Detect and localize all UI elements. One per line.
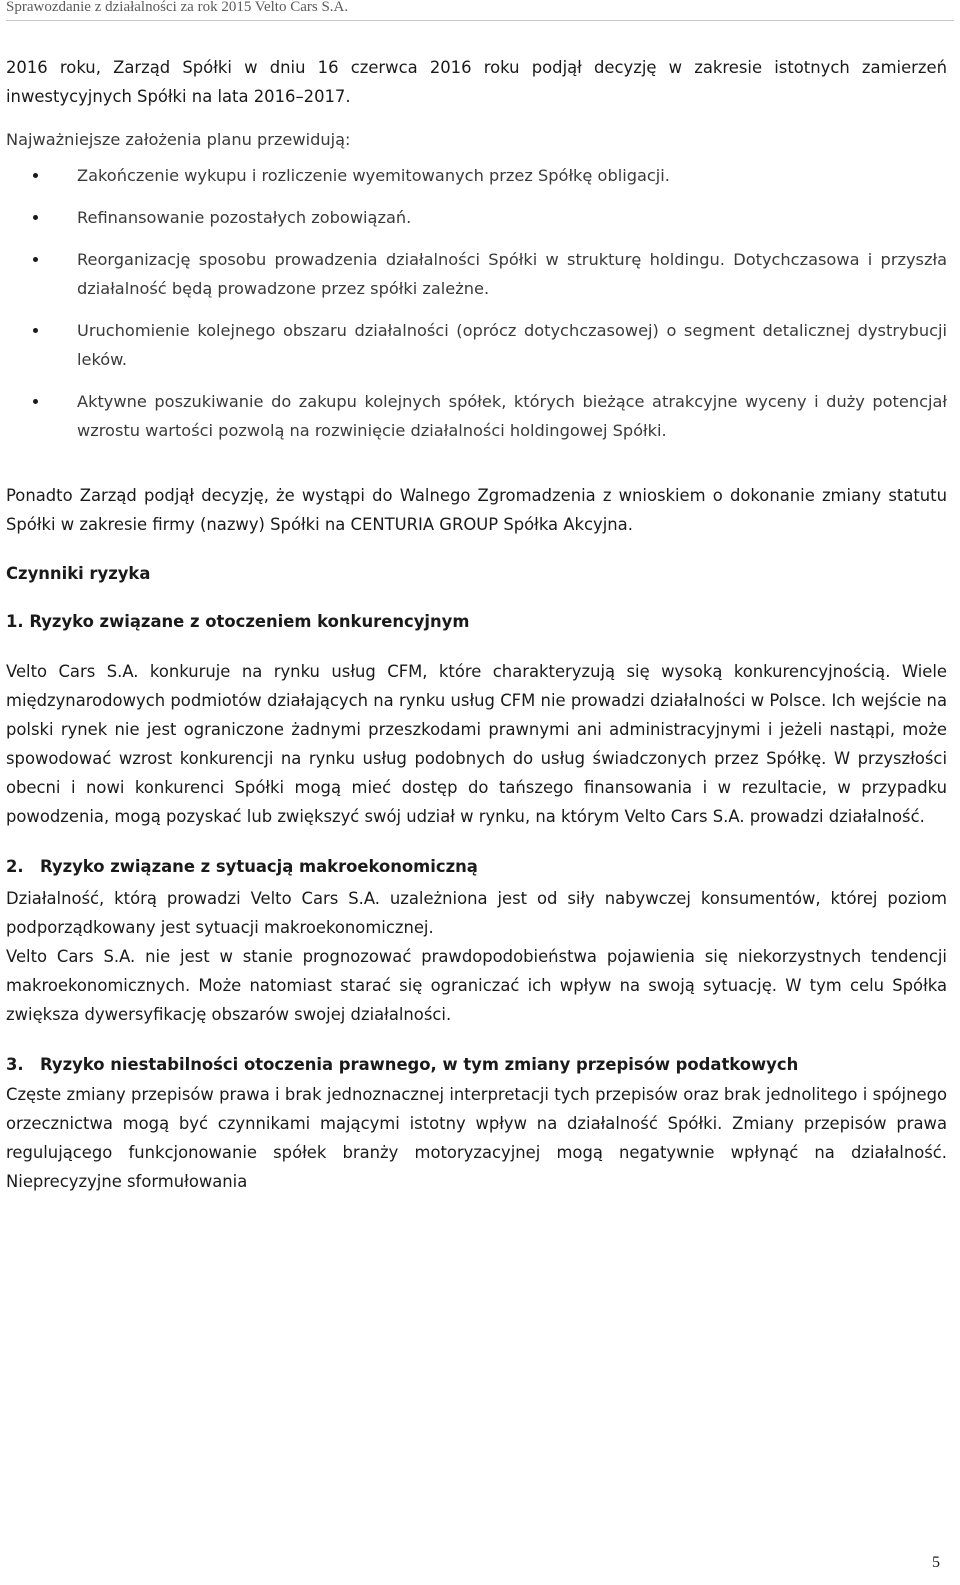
risk3-number: 3. [6, 1055, 24, 1074]
risk1-text: Velto Cars S.A. konkuruje na rynku usług CFM, które charakteryzują się wysoką konkurencyjnością. Wiele międzynarodowych podmiotów działających na rynku usług CFM nie prowadzi działalności w Polsce. Ich wejście na polski rynek nie jest ograniczone żadnymi przeszkodami prawnymi ani administracyjnymi i jeżeli nastąpi, może spowodować wzrost konkurencji na rynku usług podobnych do usług świadczonych przez Spółkę. W przyszłości obecni i nowi konkurenci Spółki mogą mieć dostęp do tańszego finansowania i w rezultacie, w przypadku powodzenia, mogą pozyskać lub zwiększyć swój udział w rynku, na którym Velto Cars S.A. prowadzi działalność. [6, 662, 947, 826]
risk2-text-2: Velto Cars S.A. nie jest w stanie prognozować prawdopodobieństwa pojawienia się niekorzystnych tendencji makroekonomicznych. Może natomiast starać się ograniczać ich wpływ na swoją sytuację. W tym celu Spółka zwiększa dywersyfikację obszarów swojej działalności. [6, 947, 947, 1024]
header-title: Sprawozdanie z działalności za rok 2015 Velto Cars S.A. [6, 0, 349, 15]
risk2-number: 2. [6, 857, 24, 876]
list-item: Aktywne poszukiwanie do zakupu kolejnych spółek, których bieżące atrakcyjne wyceny i duży potencjał wzrostu wartości pozwolą na rozwinięcie działalności holdingowej Spółki. [6, 387, 947, 445]
plan-list [6, 161, 947, 445]
page-number: 5 [932, 1554, 940, 1571]
bullet-icon [33, 328, 38, 333]
bullet-icon [33, 399, 38, 404]
plan-intro: Najważniejsze założenia planu przewidują: [6, 130, 351, 149]
risk3-text: Częste zmiany przepisów prawa i brak jednoznacznej interpretacji tych przepisów oraz brak jednolitego i spójnego orzecznictwa mogą być czynnikami mającymi istotny wpływ na działalność Spółki. Zmiany przepisów prawa regulującego funkcjonowanie spółek branży motoryzacyjnej mogą negatywnie wpłynąć na działalność. Nieprecyzyjne sformułowania [6, 1085, 947, 1191]
bullet-icon [33, 257, 38, 262]
page-header [6, 0, 954, 21]
risk1-heading: 1. Ryzyko związane z otoczeniem konkurencyjnym [6, 612, 470, 631]
risk3-title: Ryzyko niestabilności otoczenia prawnego, w tym zmiany przepisów podatkowych [40, 1055, 799, 1074]
risk3-heading [6, 1050, 947, 1079]
risk2-heading [6, 852, 947, 881]
risk2-text-1: Działalność, którą prowadzi Velto Cars S.A. uzależniona jest od siły nabywczej konsumentów, której poziom podporządkowany jest sytuacji makroekonomicznej. [6, 889, 947, 937]
decision-paragraph: Ponadto Zarząd podjął decyzję, że wystąpi do Walnego Zgromadzenia z wnioskiem o dokonanie zmiany statutu Spółki w zakresie firmy (nazwy) Spółki na CENTURIA GROUP Spółka Akcyjna. [6, 486, 947, 534]
risk2-title: Ryzyko związane z sytuacją makroekonomiczną [40, 857, 478, 876]
list-item: Uruchomienie kolejnego obszaru działalności (oprócz dotychczasowej) o segment detalicznej dystrybucji leków. [6, 316, 947, 374]
bullet-icon [33, 215, 38, 220]
list-item: Reorganizację sposobu prowadzenia działalności Spółki w strukturę holdingu. Dotychczasowa i przyszła działalność będą prowadzone przez spółki zależne. [6, 245, 947, 303]
list-item: Refinansowanie pozostałych zobowiązań. [6, 203, 947, 232]
intro-paragraph: 2016 roku, Zarząd Spółki w dniu 16 czerwca 2016 roku podjął decyzję w zakresie istotnych zamierzeń inwestycyjnych Spółki na lata 2016–2017. [6, 58, 947, 106]
risk-section-title: Czynniki ryzyka [6, 564, 151, 583]
list-item: Zakończenie wykupu i rozliczenie wyemitowanych przez Spółkę obligacji. [6, 161, 947, 190]
bullet-icon [33, 173, 38, 178]
document-body [6, 53, 947, 1196]
